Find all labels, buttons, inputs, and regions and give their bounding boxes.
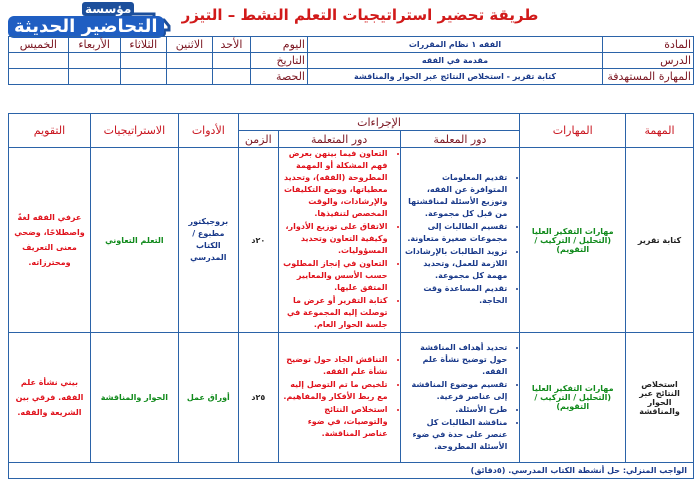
period-cell	[167, 69, 213, 85]
teacher-role-cell	[400, 148, 520, 333]
day-sunday: الأحد	[212, 37, 250, 53]
logo-line-1: مؤسسة	[82, 2, 134, 16]
period-cell	[120, 69, 167, 85]
date-cell	[9, 53, 69, 69]
list-item: • تقسيم الطالبات إلى مجموعات صغيرة متعاونة.	[403, 221, 508, 245]
tools-cell: أوراق عمل	[178, 333, 238, 463]
list-item: • تزويد الطالبات بالإرشادات اللازمة للعمل، وتحديد مهمة كل مجموعة.	[403, 246, 508, 282]
list-item: • التعاون فيما بينهن بعرض فهم المشكلة أو المهمة المطروحة (الفقه)، وتحديد معطياتها، ووضع التكليفات والإرشادات، والوقت المخصص لتنفيذها.	[281, 148, 388, 220]
skill-cell	[520, 148, 626, 333]
teacher-role-cell	[400, 333, 520, 463]
list-item: • كتابة التقرير أو عرض ما توصلت إليه المجموعة في جلسة الحوار العام.	[281, 295, 388, 331]
list-item: • الاتفاق على توزيع الأدوار، وكيفية التعاون وتحديد المسؤوليات.	[281, 221, 388, 257]
lesson-value: مقدمة في الفقه	[308, 53, 603, 69]
table-row	[9, 333, 694, 463]
list-item: • طرح الأسئلة.	[403, 404, 508, 416]
homework: الواجب المنزلي: حل أنشطة الكتاب المدرسي. (٥دقائق)	[9, 463, 694, 479]
date-cell	[212, 53, 250, 69]
day-tuesday: الثلاثاء	[120, 37, 167, 53]
skill-title: مهارات التفكير العليا	[531, 384, 614, 393]
day-wednesday: الأربعاء	[68, 37, 120, 53]
skill-label: المهارة المستهدفة	[603, 69, 694, 85]
tools-cell: بروجيكتور مطبوع / الكتاب المدرسي	[178, 148, 238, 333]
tools-header: الأدوات	[178, 114, 238, 148]
evaluation-header: التقويم	[9, 114, 91, 148]
list-item: • تقديم المعلومات المتوافرة عن الفقه، وتوزيع الأسئلة لمناقشتها من قبل كل مجموعة.	[403, 172, 508, 220]
lesson-info-table	[8, 36, 694, 85]
strategies-header: الاستراتيجيات	[90, 114, 178, 148]
task-cell: استخلاص النتائج عبر الحوار والمناقشة	[626, 333, 694, 463]
date-cell	[167, 53, 213, 69]
list-item: • التعاون في إنجاز المطلوب حسب الأسس والمعايير المتفق عليها.	[281, 258, 388, 294]
strategy-cell: الحوار والمناقشة	[90, 333, 178, 463]
skill-cell	[520, 333, 626, 463]
period-cell	[212, 69, 250, 85]
skill-detail: (التحليل / التركيب / التقويم)	[534, 235, 612, 254]
list-item: • تلخيص ما تم التوصل إليه مع ربط الأفكار والمفاهيم.	[281, 379, 388, 403]
skill-detail: (التحليل / التركيب / التقويم)	[534, 393, 612, 411]
evaluation-cell: عرفي الفقه لغةً واصطلاحًا، وضحي معنى التعريف ومحترزاته.	[9, 148, 91, 333]
task-header: المهمة	[626, 114, 694, 148]
date-cell	[120, 53, 167, 69]
skill-value: كتابة تقرير - استخلاص النتائج عبر الحوار والمناقشة	[308, 69, 603, 85]
page-title: طريقة تحضير استراتيجيات التعلم النشط – التيزر	[181, 6, 539, 24]
task-cell: كتابة تقرير	[626, 148, 694, 333]
list-item: • استخلاص النتائج والتوصيات، في ضوء عناصر المناقشة.	[281, 404, 388, 440]
time-cell: ٢٥د	[238, 333, 278, 463]
day-monday: الاثنين	[167, 37, 213, 53]
table-row	[9, 463, 694, 479]
teacher-role-header: دور المعلمة	[400, 131, 520, 148]
day-label: اليوم	[251, 37, 308, 53]
evaluation-cell: بيني نشأة علم الفقه. فرقي بين الشريعة والفقه.	[9, 333, 91, 463]
student-role-cell	[278, 148, 400, 333]
student-role-cell	[278, 333, 400, 463]
period-cell	[68, 69, 120, 85]
student-role-header: دور المتعلمة	[278, 131, 400, 148]
day-thursday: الخميس	[9, 37, 69, 53]
date-cell	[68, 53, 120, 69]
subject-label: المادة	[603, 37, 694, 53]
skill-title: مهارات التفكير العليا	[531, 226, 614, 236]
time-header: الزمن	[238, 131, 278, 148]
list-item: • تحديد أهداف المناقشة حول توضيح نشأة علم الفقه.	[403, 342, 508, 378]
list-item: • التناقش الجاد حول توضيح نشأة علم الفقه.	[281, 354, 388, 378]
lesson-label: الدرس	[603, 53, 694, 69]
period-label: الحصة	[251, 69, 308, 85]
skills-header: المهارات	[520, 114, 626, 148]
date-label: التاريخ	[251, 53, 308, 69]
logo-line-2: التحاضير الحديثة	[8, 16, 164, 38]
period-cell	[9, 69, 69, 85]
procedures-header: الإجراءات	[238, 114, 520, 131]
list-item: • مناقشة الطالبات كل عنصر على حدة في ضوء الأسئلة المطروحة.	[403, 417, 508, 453]
table-row	[9, 148, 694, 333]
procedures-table	[8, 113, 694, 479]
list-item: • تقديم المساعدة وقت الحاجة.	[403, 283, 508, 307]
list-item: • تقسيم موضوع المناقشة إلى عناصر فرعية.	[403, 379, 508, 403]
subject-value: الفقه ١ نظام المقررات	[308, 37, 603, 53]
strategy-cell: التعلم التعاوني	[90, 148, 178, 333]
time-cell: ٢٠د	[238, 148, 278, 333]
